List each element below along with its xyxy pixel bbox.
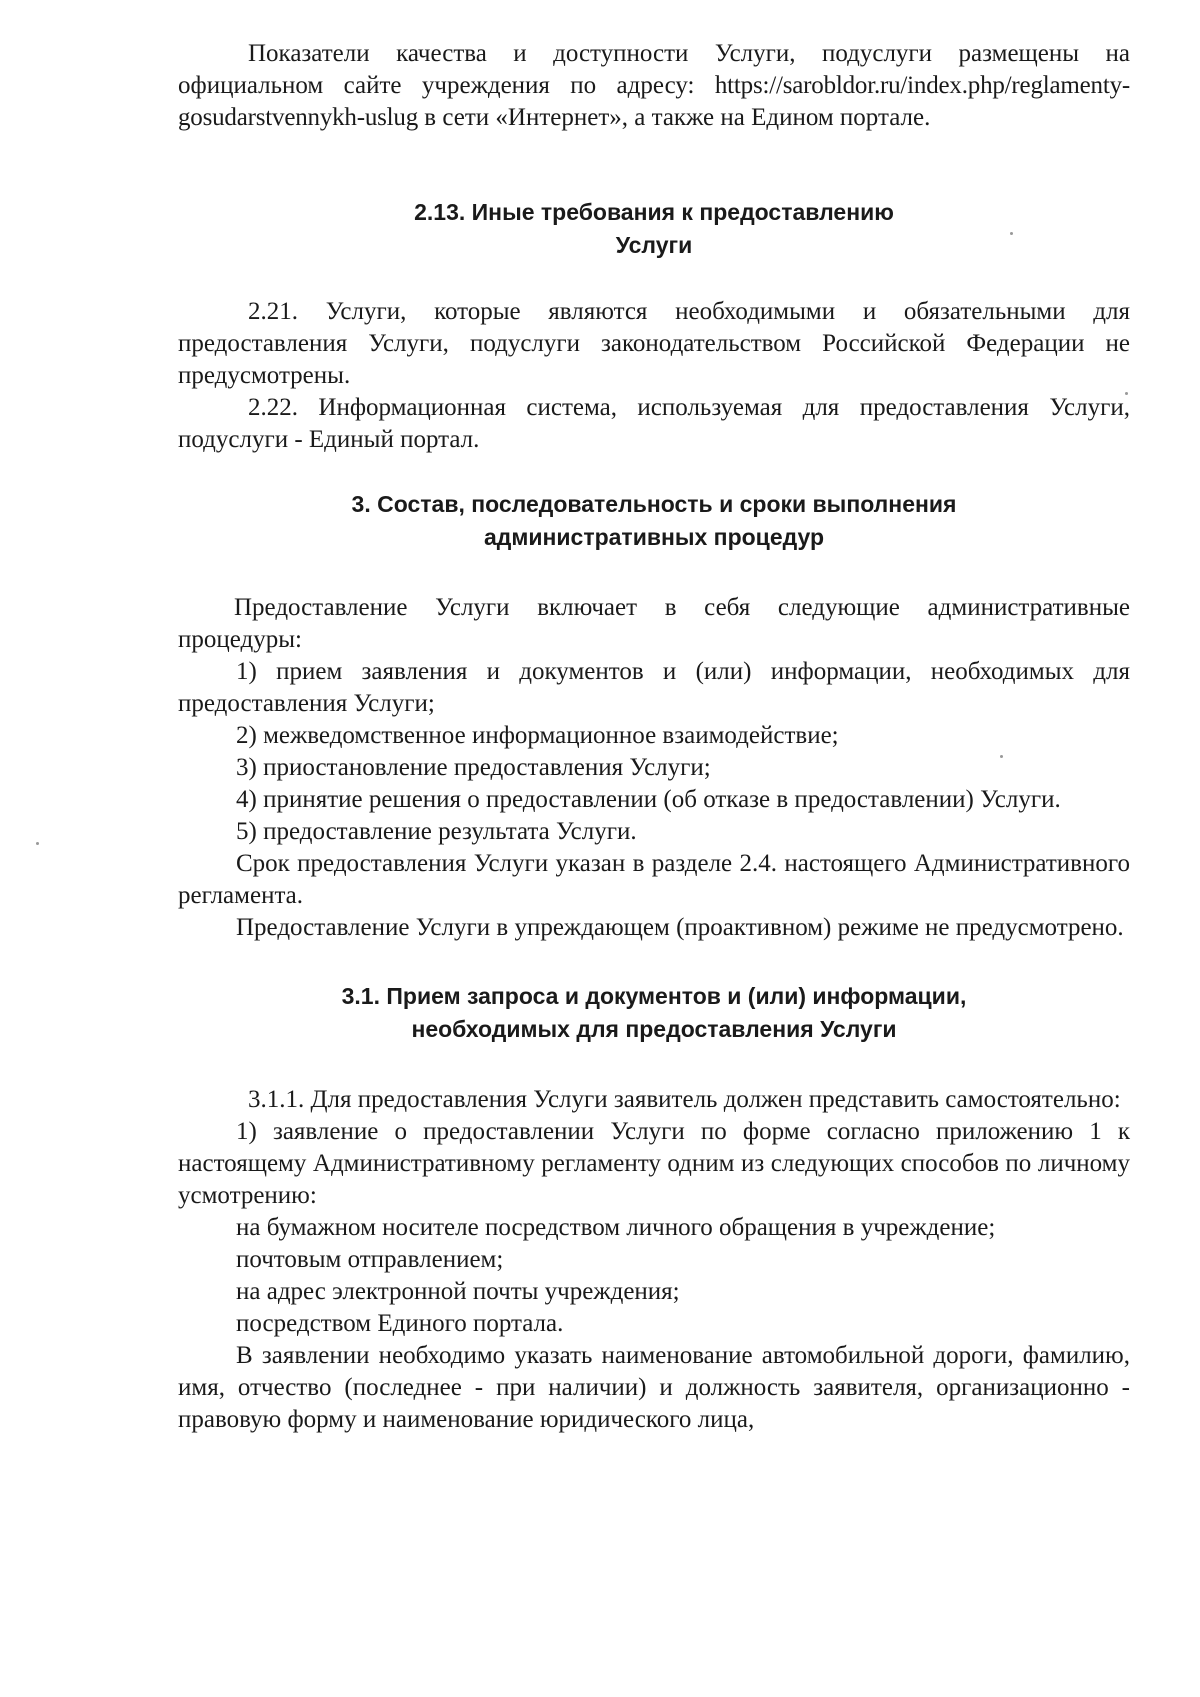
paragraph-3-1-1: 3.1.1. Для предоставления Услуги заявитель должен представить самостоятельно: xyxy=(248,1086,1121,1113)
submission-method: на адрес электронной почты учреждения; xyxy=(236,1278,680,1305)
heading-line: 3. Состав, последовательность и сроки выполнения xyxy=(351,491,957,517)
procedure-item: 1) прием заявления и документов и (или) информации, необходимых для предоставления Услуги; xyxy=(178,658,1130,717)
heading-line: необходимых для предоставления Услуги xyxy=(411,1016,897,1042)
section-3-heading xyxy=(178,488,1130,554)
application-details-paragraph: В заявлении необходимо указать наименование автомобильной дороги, фамилию, имя, отчество (последнее - при наличии) и должность заявителя, организационно - правовую форму и наименование юридического лица, xyxy=(178,1342,1130,1433)
heading-line: 3.1. Прием запроса и документов и (или) информации, xyxy=(341,983,967,1009)
procedure-item: 3) приостановление предоставления Услуги; xyxy=(236,754,711,781)
section-3-1-heading xyxy=(178,980,1130,1046)
document-body xyxy=(178,38,1130,1436)
submission-method: посредством Единого портала. xyxy=(236,1310,564,1337)
procedure-item: 5) предоставление результата Услуги. xyxy=(236,818,637,845)
submission-method: на бумажном носителе посредством личного обращения в учреждение; xyxy=(236,1214,996,1241)
quality-indicators-paragraph xyxy=(178,38,1130,134)
procedures-intro: Предоставление Услуги включает в себя следующие административные процедуры: xyxy=(178,594,1130,653)
paragraph-text: в сети «Интернет», а также на Едином портале. xyxy=(418,104,931,131)
paragraph-text: Показатели качества и доступности Услуги, подуслуги размещены на официальном сайте учреждения по адресу: xyxy=(178,40,1130,99)
paragraph-2-21: 2.21. Услуги, которые являются необходимыми и обязательными для предоставления Услуги, подуслуги законодательством Российской Федерации не предусмотрены. xyxy=(178,298,1130,389)
application-item: 1) заявление о предоставлении Услуги по форме согласно приложению 1 к настоящему Административному регламенту одним из следующих способов по личному усмотрению: xyxy=(178,1118,1130,1209)
heading-line: административных процедур xyxy=(483,524,825,550)
term-paragraph: Срок предоставления Услуги указан в разделе 2.4. настоящего Административного регламента. xyxy=(178,850,1130,909)
paragraph-2-22: 2.22. Информационная система, используемая для предоставления Услуги, подуслуги - Единый портал. xyxy=(178,394,1130,453)
heading-line: Услуги xyxy=(615,232,693,258)
scan-speck xyxy=(36,842,39,845)
procedure-item: 2) межведомственное информационное взаимодействие; xyxy=(236,722,839,749)
proactive-paragraph: Предоставление Услуги в упреждающем (проактивном) режиме не предусмотрено. xyxy=(236,914,1124,941)
website-url: https://sarobldor.ru/index.php/reglamenty-gosudarstvennykh-uslug xyxy=(178,72,1130,131)
procedure-item: 4) принятие решения о предоставлении (об отказе в предоставлении) Услуги. xyxy=(236,786,1061,813)
submission-method: почтовым отправлением; xyxy=(236,1246,504,1273)
heading-line: 2.13. Иные требования к предоставлению xyxy=(414,199,894,225)
section-2-13-heading xyxy=(178,196,1130,262)
